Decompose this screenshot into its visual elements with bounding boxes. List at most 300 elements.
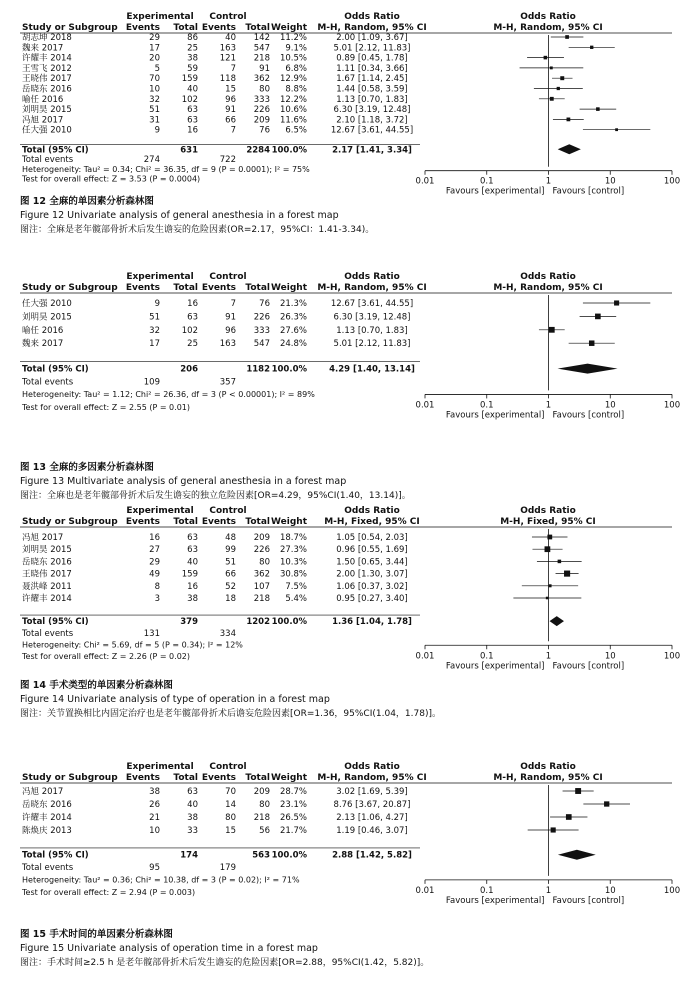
favours-experimental-label: Favours [experimental] [445, 895, 545, 906]
total-or-ci: 1.36 [1.04, 1.78] [332, 617, 412, 628]
or-column-title: Odds Ratio [344, 506, 400, 516]
events-b-cell: 118 [219, 74, 236, 85]
events-a-cell: 49 [149, 569, 160, 580]
total-events-label: Total events [22, 628, 74, 639]
weight-cell: 21.3% [279, 299, 307, 309]
total-a-cell: 33 [187, 826, 198, 836]
total-b-cell: 362 [253, 569, 270, 580]
figure-note: 图注：全麻是老年髋部骨折术后发生谵妄的危险因素(OR=2.17，95%CI：1.41-3.34)。 [20, 225, 375, 235]
study-point-marker [551, 827, 556, 832]
total-events-b: 722 [219, 155, 236, 166]
total-a-cell: 63 [187, 533, 198, 543]
favours-control-label: Favours [control] [552, 661, 625, 672]
events-b-cell: 66 [225, 115, 236, 126]
or-ci-cell: 2.00 [1.30, 3.07] [336, 569, 408, 580]
events-b-cell: 40 [225, 33, 236, 43]
study-point-marker [566, 814, 572, 820]
total-or-ci: 4.29 [1.40, 13.14] [329, 364, 415, 375]
study-point-marker [595, 314, 601, 320]
group-b-label: Control [209, 762, 247, 772]
total-events-b: 334 [219, 628, 236, 639]
total-b-cell: 226 [253, 105, 270, 116]
weight-cell: 11.6% [279, 115, 307, 126]
plot-column-title: Odds Ratio [520, 12, 576, 22]
study-point-marker [575, 788, 581, 794]
events-b-cell: 48 [225, 533, 236, 543]
events-a-cell: 29 [149, 557, 160, 568]
or-column-title: Odds Ratio [344, 12, 400, 22]
weight-cell: 26.5% [279, 813, 307, 823]
study-point-marker [550, 66, 553, 69]
total-b-cell: 80 [259, 84, 270, 95]
or-ci-cell: 12.67 [3.61, 44.55] [330, 299, 414, 309]
total-b-cell: 91 [259, 63, 270, 74]
events-a-cell: 29 [149, 33, 160, 43]
x-axis-tick-label: 1 [545, 651, 552, 662]
x-axis-tick-label: 10 [604, 176, 616, 187]
total-b-cell: 209 [253, 787, 270, 797]
events-b-cell: 70 [225, 787, 236, 797]
study-point-marker [547, 535, 552, 540]
events-b-cell: 121 [219, 53, 236, 64]
events-b-header: Events [201, 283, 236, 293]
weight-cell: 10.3% [279, 557, 307, 568]
total-label: Total (95% CI) [22, 145, 89, 156]
or-ci-cell: 8.76 [3.67, 20.87] [333, 800, 411, 810]
study-name: 许耀丰 2014 [22, 594, 72, 604]
study-point-marker [589, 340, 594, 345]
total-b-cell: 362 [253, 74, 270, 85]
favours-control-label: Favours [control] [552, 895, 625, 906]
total-a-cell: 38 [187, 813, 198, 823]
or-ci-cell: 0.96 [0.55, 1.69] [336, 545, 408, 556]
events-b-cell: 163 [219, 339, 236, 350]
total-a-header: Total [173, 283, 198, 293]
total-a-header: Total [173, 773, 198, 783]
total-a-sum: 206 [180, 364, 198, 375]
events-b-cell: 91 [225, 105, 236, 116]
weight-cell: 23.1% [279, 800, 307, 810]
figure-caption-en: Figure 13 Multivariate analysis of general anesthesia in a forest map [20, 476, 347, 487]
events-a-cell: 16 [149, 533, 160, 543]
weight-cell: 12.2% [279, 94, 307, 105]
total-a-sum: 174 [180, 850, 198, 861]
events-a-cell: 3 [154, 594, 160, 604]
events-a-header: Events [125, 517, 160, 527]
events-a-cell: 32 [149, 325, 160, 336]
total-weight: 100.0% [271, 145, 307, 156]
weight-cell: 9.1% [285, 43, 307, 54]
total-label: Total (95% CI) [22, 617, 89, 628]
or-ci-cell: 1.67 [1.14, 2.45] [336, 74, 408, 85]
events-a-cell: 17 [149, 339, 160, 350]
weight-cell: 12.9% [279, 74, 307, 85]
total-b-cell: 209 [253, 533, 270, 543]
total-b-cell: 226 [253, 312, 270, 323]
plot-column-title: Odds Ratio [520, 762, 576, 772]
plot-column-title: Odds Ratio [520, 506, 576, 516]
figure-note: 图注：关节置换相比内固定治疗也是老年髋部骨折术后谵妄危险因素[OR=1.36，95%CI(1.04，1.78)]。 [20, 709, 441, 719]
study-point-marker [564, 571, 570, 577]
weight-cell: 27.3% [279, 545, 307, 556]
total-a-cell: 159 [181, 74, 198, 85]
plot-method-header: M-H, Random, 95% CI [493, 773, 603, 783]
heterogeneity-text: Heterogeneity: Chi² = 5.69, df = 5 (P = 0.34); I² = 12% [22, 640, 243, 650]
total-b-cell: 547 [253, 43, 270, 54]
study-name: 冯旭 2017 [22, 787, 64, 797]
total-or-ci: 2.88 [1.42, 5.82] [332, 850, 412, 861]
or-method-header: M-H, Random, 95% CI [317, 773, 427, 783]
events-a-cell: 51 [149, 105, 160, 116]
events-b-cell: 7 [230, 125, 236, 136]
figure-caption-cn: 图 14 手术类型的单因素分析森林图 [20, 680, 173, 691]
or-ci-cell: 1.50 [0.65, 3.44] [336, 557, 408, 568]
study-name: 岳晓东 2016 [22, 800, 72, 810]
x-axis-tick-label: 1 [545, 400, 552, 411]
total-b-cell: 218 [253, 53, 270, 64]
weight-cell: 8.8% [285, 84, 307, 95]
total-a-cell: 38 [187, 53, 198, 64]
or-column-title: Odds Ratio [344, 272, 400, 282]
events-a-cell: 51 [149, 312, 160, 323]
figure-caption-cn: 图 13 全麻的多因素分析森林图 [20, 462, 154, 473]
total-b-cell: 107 [253, 581, 270, 592]
weight-cell: 5.4% [285, 594, 307, 604]
figure-note: 图注：全麻也是老年髋部骨折术后发生谵妄的独立危险因素[OR=4.29，95%CI(1.40，13.14)]。 [20, 491, 411, 501]
events-b-cell: 15 [225, 84, 236, 95]
weight-cell: 11.2% [279, 33, 307, 43]
group-a-label: Experimental [126, 272, 194, 282]
events-b-cell: 96 [225, 325, 236, 336]
study-name: 许耀丰 2014 [22, 813, 72, 823]
x-axis-tick-label: 10 [604, 400, 616, 411]
total-a-cell: 63 [187, 545, 198, 556]
group-a-label: Experimental [126, 506, 194, 516]
weight-cell: 24.8% [279, 339, 307, 350]
total-a-cell: 159 [181, 569, 198, 580]
events-a-cell: 9 [154, 299, 160, 309]
x-axis-tick-label: 0.01 [415, 400, 435, 411]
study-point-marker [549, 327, 555, 333]
study-point-marker [604, 801, 609, 806]
plot-method-header: M-H, Random, 95% CI [493, 283, 603, 293]
study-name: 魏来 2017 [22, 339, 64, 350]
x-axis-tick-label: 0.1 [479, 176, 494, 187]
study-name: 任大强 2010 [22, 299, 72, 309]
weight-cell: 21.7% [279, 826, 307, 836]
or-ci-cell: 5.01 [2.12, 11.83] [333, 339, 411, 350]
study-name: 聂洪峰 2011 [22, 581, 72, 592]
pooled-effect-diamond [558, 144, 581, 154]
study-name: 陈焕庆 2013 [22, 826, 72, 836]
or-method-header: M-H, Random, 95% CI [317, 283, 427, 293]
events-a-header: Events [125, 283, 160, 293]
weight-cell: 6.5% [285, 125, 307, 136]
events-a-cell: 8 [154, 581, 160, 592]
or-ci-cell: 1.06 [0.37, 3.02] [336, 581, 408, 592]
x-axis-tick-label: 0.01 [415, 176, 435, 187]
study-column-header: Study or Subgroup [22, 283, 118, 293]
total-a-cell: 59 [187, 63, 198, 74]
study-name: 喻任 2016 [22, 325, 64, 336]
total-b-cell: 56 [259, 826, 270, 836]
x-axis-tick-label: 0.1 [479, 651, 494, 662]
pooled-effect-diamond [558, 850, 596, 860]
x-axis-tick-label: 10 [604, 651, 616, 662]
favours-experimental-label: Favours [experimental] [445, 661, 545, 672]
study-point-marker [546, 597, 549, 600]
total-b-header: Total [245, 23, 270, 33]
weight-cell: 27.6% [279, 325, 307, 336]
study-point-marker [560, 76, 564, 80]
or-ci-cell: 1.19 [0.46, 3.07] [336, 826, 408, 836]
events-a-cell: 70 [149, 74, 160, 85]
weight-header: Weight [271, 517, 307, 527]
x-axis-tick-label: 0.01 [415, 885, 435, 896]
total-a-cell: 63 [187, 787, 198, 797]
x-axis-tick-label: 0.1 [479, 400, 494, 411]
study-point-marker [545, 546, 551, 552]
total-b-sum: 563 [252, 850, 270, 861]
or-ci-cell: 0.95 [0.27, 3.40] [336, 594, 408, 604]
events-a-cell: 9 [154, 125, 160, 136]
events-b-cell: 80 [225, 813, 236, 823]
study-name: 喻任 2016 [22, 94, 64, 105]
total-events-label: Total events [22, 377, 74, 388]
events-b-cell: 7 [230, 63, 236, 74]
study-point-marker [565, 35, 569, 39]
events-a-cell: 38 [149, 787, 160, 797]
or-ci-cell: 3.02 [1.69, 5.39] [336, 787, 408, 797]
x-axis-tick-label: 100 [663, 176, 681, 187]
or-ci-cell: 6.30 [3.19, 12.48] [333, 105, 411, 116]
events-a-cell: 17 [149, 43, 160, 54]
events-b-cell: 96 [225, 94, 236, 105]
total-weight: 100.0% [271, 617, 307, 628]
total-a-header: Total [173, 517, 198, 527]
total-events-a: 131 [143, 628, 160, 639]
x-axis-tick-label: 1 [545, 176, 552, 187]
group-a-label: Experimental [126, 762, 194, 772]
events-a-cell: 10 [149, 826, 160, 836]
plot-method-header: M-H, Random, 95% CI [493, 23, 603, 33]
study-point-marker [596, 107, 600, 111]
total-a-cell: 63 [187, 312, 198, 323]
total-a-cell: 38 [187, 594, 198, 604]
x-axis-tick-label: 1 [545, 885, 552, 896]
total-b-sum: 1182 [246, 364, 270, 375]
total-b-header: Total [245, 773, 270, 783]
favours-control-label: Favours [control] [552, 410, 625, 421]
total-a-cell: 16 [187, 299, 198, 309]
total-a-cell: 63 [187, 105, 198, 116]
weight-cell: 10.6% [279, 105, 307, 116]
pooled-effect-diamond [558, 364, 618, 374]
events-b-cell: 99 [225, 545, 236, 556]
total-b-cell: 547 [253, 339, 270, 350]
or-ci-cell: 6.30 [3.19, 12.48] [333, 312, 411, 323]
events-b-cell: 15 [225, 826, 236, 836]
total-a-sum: 379 [180, 617, 198, 628]
total-a-sum: 631 [180, 145, 198, 156]
heterogeneity-text: Heterogeneity: Tau² = 0.34; Chi² = 36.35, df = 9 (P = 0.0001); I² = 75% [22, 164, 310, 174]
total-b-cell: 80 [259, 557, 270, 568]
plot-column-title: Odds Ratio [520, 272, 576, 282]
x-axis-tick-label: 0.1 [479, 885, 494, 896]
events-b-cell: 91 [225, 312, 236, 323]
group-a-label: Experimental [126, 12, 194, 22]
study-column-header: Study or Subgroup [22, 517, 118, 527]
or-ci-cell: 1.13 [0.70, 1.83] [336, 325, 408, 336]
group-b-label: Control [209, 506, 247, 516]
total-b-sum: 1202 [246, 617, 270, 628]
figure-caption-cn: 图 12 全麻的单因素分析森林图 [20, 196, 154, 207]
x-axis-tick-label: 10 [604, 885, 616, 896]
overall-effect-text: Test for overall effect: Z = 3.53 (P = 0.0004) [22, 174, 201, 184]
total-a-cell: 16 [187, 125, 198, 136]
events-b-header: Events [201, 773, 236, 783]
study-point-marker [614, 300, 619, 305]
study-name: 许耀丰 2014 [22, 53, 72, 64]
total-a-header: Total [173, 23, 198, 33]
or-ci-cell: 5.01 [2.12, 11.83] [333, 43, 411, 54]
total-events-b: 179 [219, 863, 236, 874]
study-name: 胡志坤 2018 [22, 33, 72, 43]
study-point-marker [544, 56, 548, 60]
events-b-cell: 52 [225, 581, 236, 592]
study-point-marker [550, 97, 554, 101]
total-label: Total (95% CI) [22, 850, 89, 861]
or-ci-cell: 0.89 [0.45, 1.78] [336, 53, 408, 64]
events-a-cell: 5 [154, 63, 160, 74]
study-column-header: Study or Subgroup [22, 773, 118, 783]
study-name: 王晓伟 2017 [22, 74, 72, 85]
weight-header: Weight [271, 773, 307, 783]
study-name: 刘明昊 2015 [22, 105, 72, 116]
study-column-header: Study or Subgroup [22, 23, 118, 33]
total-a-cell: 40 [187, 800, 198, 810]
total-b-cell: 226 [253, 545, 270, 556]
group-b-label: Control [209, 272, 247, 282]
weight-cell: 10.5% [279, 53, 307, 64]
or-ci-cell: 1.11 [0.34, 3.66] [336, 63, 408, 74]
study-point-marker [615, 128, 618, 131]
total-weight: 100.0% [271, 364, 307, 375]
weight-cell: 6.8% [285, 63, 307, 74]
events-b-cell: 51 [225, 557, 236, 568]
weight-cell: 7.5% [285, 581, 307, 592]
pooled-effect-diamond [550, 616, 564, 626]
or-ci-cell: 1.05 [0.54, 2.03] [336, 533, 408, 543]
total-b-cell: 209 [253, 115, 270, 126]
total-b-cell: 218 [253, 813, 270, 823]
or-ci-cell: 2.10 [1.18, 3.72] [336, 115, 408, 126]
total-events-label: Total events [22, 155, 74, 166]
events-a-cell: 10 [149, 84, 160, 95]
events-a-cell: 31 [149, 115, 160, 126]
study-point-marker [558, 560, 562, 564]
study-name: 冯旭 2017 [22, 533, 64, 543]
study-name: 刘明昊 2015 [22, 312, 72, 323]
study-name: 冯旭 2017 [22, 115, 64, 126]
x-axis-tick-label: 100 [663, 400, 681, 411]
study-point-marker [567, 118, 571, 122]
weight-cell: 18.7% [279, 533, 307, 543]
total-b-cell: 142 [253, 33, 270, 43]
favours-experimental-label: Favours [experimental] [445, 410, 545, 421]
weight-cell: 30.8% [279, 569, 307, 580]
weight-cell: 28.7% [279, 787, 307, 797]
study-point-marker [549, 584, 552, 587]
total-b-header: Total [245, 283, 270, 293]
study-point-marker [557, 87, 560, 90]
figure-caption-en: Figure 15 Univariate analysis of operation time in a forest map [20, 943, 318, 954]
or-column-title: Odds Ratio [344, 762, 400, 772]
x-axis-tick-label: 100 [663, 885, 681, 896]
events-a-header: Events [125, 23, 160, 33]
study-name: 刘明昊 2015 [22, 545, 72, 556]
total-events-a: 109 [143, 377, 160, 388]
total-events-a: 274 [143, 155, 160, 166]
events-b-cell: 66 [225, 569, 236, 580]
overall-effect-text: Test for overall effect: Z = 2.94 (P = 0.003) [22, 887, 196, 897]
study-point-marker [590, 46, 593, 49]
x-axis-tick-label: 100 [663, 651, 681, 662]
total-a-cell: 25 [187, 43, 198, 54]
favours-experimental-label: Favours [experimental] [445, 186, 545, 197]
total-a-cell: 25 [187, 339, 198, 350]
overall-effect-text: Test for overall effect: Z = 2.55 (P = 0.01) [22, 402, 190, 412]
or-ci-cell: 2.13 [1.06, 4.27] [336, 813, 408, 823]
events-b-cell: 163 [219, 43, 236, 54]
total-a-cell: 63 [187, 115, 198, 126]
total-b-sum: 2284 [246, 145, 270, 156]
events-a-cell: 26 [149, 800, 160, 810]
weight-header: Weight [271, 23, 307, 33]
or-ci-cell: 12.67 [3.61, 44.55] [330, 125, 414, 136]
total-label: Total (95% CI) [22, 364, 89, 375]
total-b-cell: 76 [259, 299, 270, 309]
total-events-b: 357 [219, 377, 236, 388]
study-name: 王雪飞 2012 [22, 63, 72, 74]
figure-note: 图注：手术时间≥2.5 h 是老年髋部骨折术后发生谵妄的危险因素[OR=2.88，95%CI(1.42，5.82)]。 [20, 958, 430, 968]
weight-header: Weight [271, 283, 307, 293]
favours-control-label: Favours [control] [552, 186, 625, 197]
events-a-cell: 20 [149, 53, 160, 64]
events-b-cell: 14 [225, 800, 236, 810]
total-b-cell: 218 [253, 594, 270, 604]
study-name: 魏来 2017 [22, 43, 64, 54]
total-a-cell: 40 [187, 557, 198, 568]
total-b-cell: 333 [253, 94, 270, 105]
total-a-cell: 102 [181, 94, 198, 105]
heterogeneity-text: Heterogeneity: Tau² = 1.12; Chi² = 26.36, df = 3 (P < 0.00001); I² = 89% [22, 390, 315, 400]
events-a-cell: 32 [149, 94, 160, 105]
figure-caption-en: Figure 14 Univariate analysis of type of operation in a forest map [20, 694, 330, 705]
events-a-cell: 21 [149, 813, 160, 823]
events-a-header: Events [125, 773, 160, 783]
study-name: 王晓伟 2017 [22, 569, 72, 580]
total-a-cell: 102 [181, 325, 198, 336]
total-or-ci: 2.17 [1.41, 3.34] [332, 145, 412, 156]
total-a-cell: 16 [187, 581, 198, 592]
heterogeneity-text: Heterogeneity: Tau² = 0.36; Chi² = 10.38, df = 3 (P = 0.02); I² = 71% [22, 875, 300, 885]
events-b-cell: 7 [230, 299, 236, 309]
or-ci-cell: 2.00 [1.09, 3.67] [336, 33, 408, 43]
events-b-header: Events [201, 23, 236, 33]
total-a-cell: 86 [187, 33, 198, 43]
events-b-cell: 18 [225, 594, 236, 604]
